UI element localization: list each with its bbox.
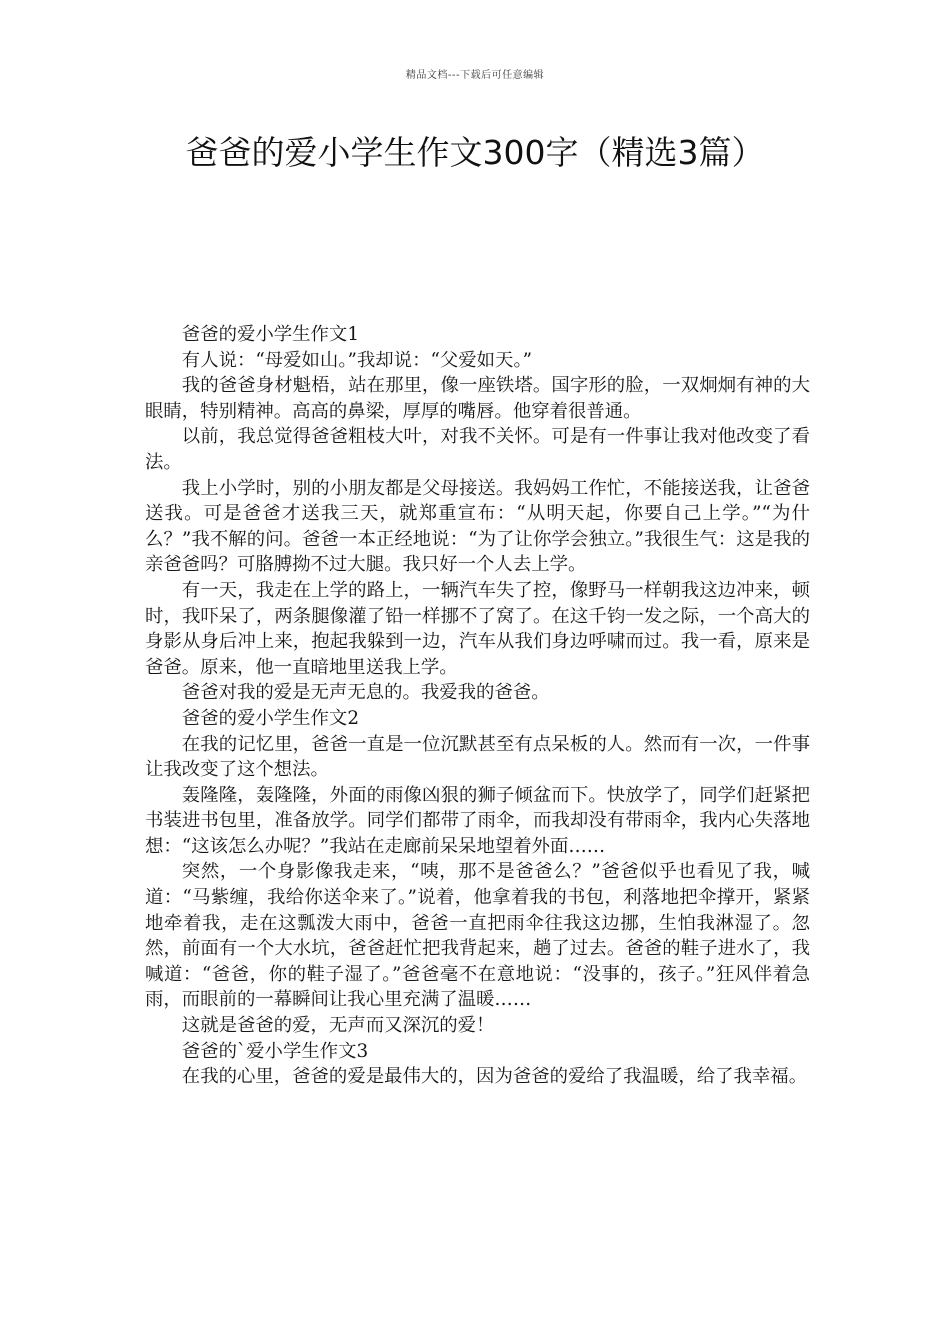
paragraph: 这就是爸爸的爱，无声而又深沉的爱！ [181, 1015, 495, 1037]
document-title: 爸爸的爱小学生作文300字（精选3篇） [185, 133, 765, 172]
paragraph: 我的爸爸身材魁梧，站在那里，像一座铁塔。国字形的脸，一双炯炯有神的大眼睛，特别精神。高高的鼻梁，厚厚的嘴唇。他穿着很普通。 [145, 375, 810, 422]
paragraph: 突然，一个身影像我走来，“咦，那不是爸爸么？”爸爸似乎也看见了我，喊道：“马紫缠，我给你送伞来了。”说着，他拿着我的书包，利落地把伞撑开，紧紧地牵着我，走在这瓢泼大雨中，爸爸一直把雨伞往我这边挪，生怕我淋湿了。忽然，前面有一个大水坑，爸爸赶忙把我背起来，趟了过去。爸爸的鞋子进水了，我喊道：“爸爸，你的鞋子湿了。”爸爸毫不在意地说：“没事的，孩子。”狂风伴着急雨，而眼前的一幕瞬间让我心里充满了温暖…… [145, 861, 810, 1011]
paragraph: 在我的心里，爸爸的爱是最伟大的，因为爸爸的爱给了我温暖，给了我幸福。 [181, 1066, 808, 1088]
paragraph: 在我的记忆里，爸爸一直是一位沉默甚至有点呆板的人。然而有一次，一件事让我改变了这个想法。 [145, 733, 810, 781]
header-note: 精品文档---下载后可任意编辑 [405, 70, 545, 81]
paragraph: 有人说：“母爱如山。”我却说：“父爱如天。” [181, 349, 533, 371]
paragraph: 我上小学时，别的小朋友都是父母接送。我妈妈工作忙，不能接送我，让爸爸送我。可是爸爸才送我三天，就郑重宣布：“从明天起，你要自己上学。”“为什么？”我不解的问。爸爸一本正经地说：“为了让你学会独立。”我很生气：这是我的亲爸爸吗？可胳膊拗不过大腿。我只好一个人去上学。 [145, 477, 810, 576]
paragraph: 以前，我总觉得爸爸粗枝大叶，对我不关怀。可是有一件事让我对他改变了看法。 [145, 426, 810, 473]
document-body [145, 322, 810, 1090]
paragraph: 有一天，我走在上学的路上，一辆汽车失了控，像野马一样朝我这边冲来，顿时，我吓呆了，两条腿像灌了铅一样挪不了窝了。在这千钧一发之际，一个高大的身影从身后冲上来，抱起我躲到一边，汽车从我们身边呼啸而过。我一看，原来是爸爸。原来，他一直暗地里送我上学。 [145, 579, 810, 678]
essay-1-heading: 爸爸的爱小学生作文1 [181, 324, 360, 345]
paragraph: 轰隆隆，轰隆隆，外面的雨像凶狠的狮子倾盆而下。快放学了，同学们赶紧把书装进书包里，准备放学。同学们都带了雨伞，而我却没有带雨伞，我内心失落地想：“这该怎么办呢？”我站在走廊前呆呆地望着外面…… [145, 784, 810, 857]
essay-2-heading: 爸爸的爱小学生作文2 [181, 707, 360, 729]
essay-3-heading: 爸爸的`爱小学生作文3 [181, 1040, 369, 1062]
paragraph: 爸爸对我的爱是无声无息的。我爱我的爸爸。 [181, 682, 550, 704]
